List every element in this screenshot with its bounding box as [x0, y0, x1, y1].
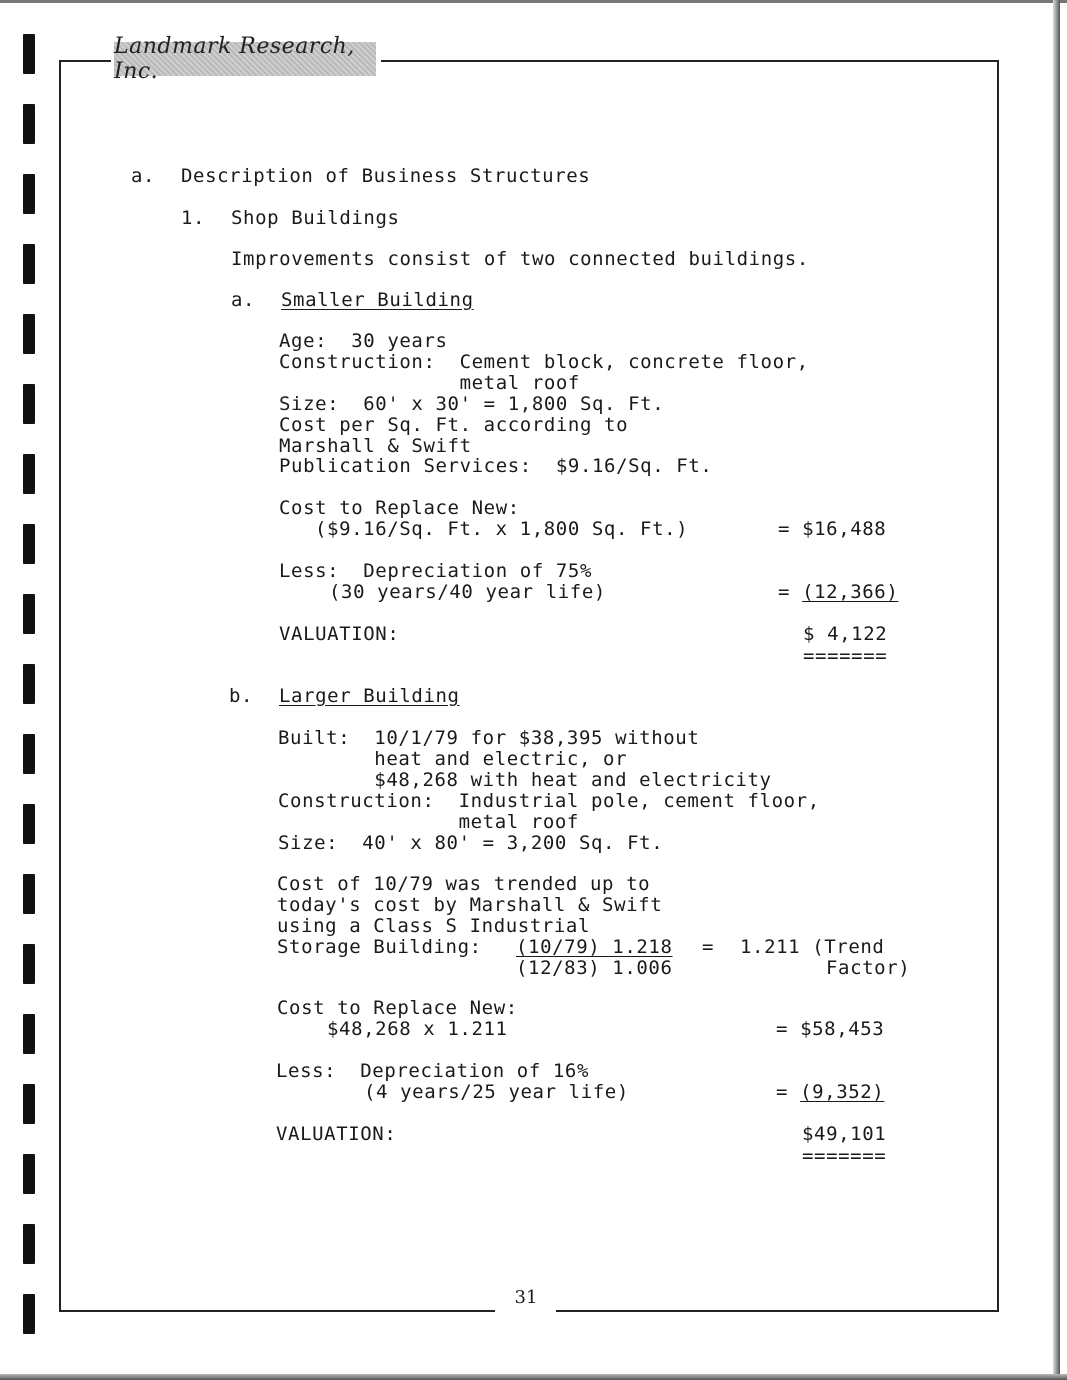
section-title: Description of Business Structures: [181, 165, 591, 187]
larger-trend-line: Cost of 10/79 was trended up to: [277, 873, 651, 895]
larger-trend-equals: =: [702, 936, 715, 958]
frame-top-line: [59, 60, 111, 62]
larger-valuation-value: $49,101: [802, 1123, 887, 1145]
letterhead-text: Landmark Research, Inc.: [114, 34, 355, 84]
larger-trend-value: 1.211 (Trend: [740, 936, 885, 958]
frame-right-line: [997, 61, 999, 1312]
frame-top-line: [381, 60, 999, 62]
page-number: 31: [514, 1287, 538, 1308]
larger-line: Built: 10/1/79 for $38,395 without: [278, 727, 700, 749]
larger-less-value: = (9,352): [776, 1081, 885, 1103]
letterhead-logo: [114, 34, 376, 84]
larger-double-rule: =======: [802, 1145, 887, 1167]
subsection-number: 1.: [181, 207, 206, 229]
larger-replace-value: = $58,453: [776, 1018, 885, 1040]
smaller-line: Cost per Sq. Ft. according to: [279, 414, 629, 436]
smaller-line: Publication Services: $9.16/Sq. Ft.: [279, 455, 713, 477]
intro-text: Improvements consist of two connected buildings.: [231, 248, 809, 270]
scan-edge-right: [1053, 0, 1060, 1380]
larger-trend-denominator: (12/83) 1.006: [516, 957, 673, 979]
larger-line: Size: 40' x 80' = 3,200 Sq. Ft.: [278, 832, 664, 854]
smaller-less-label: Less: Depreciation of 75%: [279, 560, 593, 582]
smaller-line: Age: 30 years: [279, 330, 448, 352]
smaller-less-value: = (12,366): [778, 581, 899, 603]
larger-less-detail: (4 years/25 year life): [364, 1081, 629, 1103]
larger-valuation-label: VALUATION:: [276, 1123, 397, 1145]
section-letter: a.: [131, 165, 156, 187]
subsection-title: Shop Buildings: [231, 207, 400, 229]
smaller-replace-value: = $16,488: [778, 518, 887, 540]
frame-bottom-line: [59, 1310, 495, 1312]
smaller-valuation-label: VALUATION:: [279, 623, 400, 645]
frame-left-line: [59, 60, 61, 1312]
smaller-letter: a.: [231, 289, 256, 311]
scan-edge-bottom: [0, 1374, 1067, 1380]
smaller-line: Construction: Cement block, concrete floor,: [279, 351, 809, 373]
larger-trend-label: Storage Building:: [277, 936, 482, 958]
larger-trend-line: using a Class S Industrial: [277, 915, 591, 937]
smaller-valuation-value: $ 4,122: [803, 623, 888, 645]
smaller-heading: Smaller Building: [281, 289, 474, 311]
larger-trend-numerator: (10/79) 1.218: [516, 936, 673, 958]
smaller-replace-label: Cost to Replace New:: [279, 497, 520, 519]
larger-trend-line: today's cost by Marshall & Swift: [277, 894, 663, 916]
larger-trend-value: Factor): [826, 957, 911, 979]
smaller-line: Size: 60' x 30' = 1,800 Sq. Ft.: [279, 393, 665, 415]
scan-edge-top: [0, 0, 1067, 3]
larger-less-label: Less: Depreciation of 16%: [276, 1060, 590, 1082]
larger-line: $48,268 with heat and electricity: [278, 769, 772, 791]
larger-line: metal roof: [278, 811, 579, 833]
larger-line: Construction: Industrial pole, cement floor,: [278, 790, 820, 812]
smaller-replace-calc: ($9.16/Sq. Ft. x 1,800 Sq. Ft.): [315, 518, 689, 540]
smaller-less-detail: (30 years/40 year life): [329, 581, 606, 603]
smaller-line: metal roof: [279, 372, 580, 394]
smaller-double-rule: =======: [803, 645, 888, 667]
frame-bottom-line: [556, 1310, 999, 1312]
larger-heading: Larger Building: [279, 685, 460, 707]
larger-replace-label: Cost to Replace New:: [277, 997, 518, 1019]
larger-letter: b.: [229, 685, 254, 707]
smaller-line: Marshall & Swift: [279, 435, 472, 457]
larger-replace-calc: $48,268 x 1.211: [327, 1018, 508, 1040]
larger-line: heat and electric, or: [278, 748, 628, 770]
